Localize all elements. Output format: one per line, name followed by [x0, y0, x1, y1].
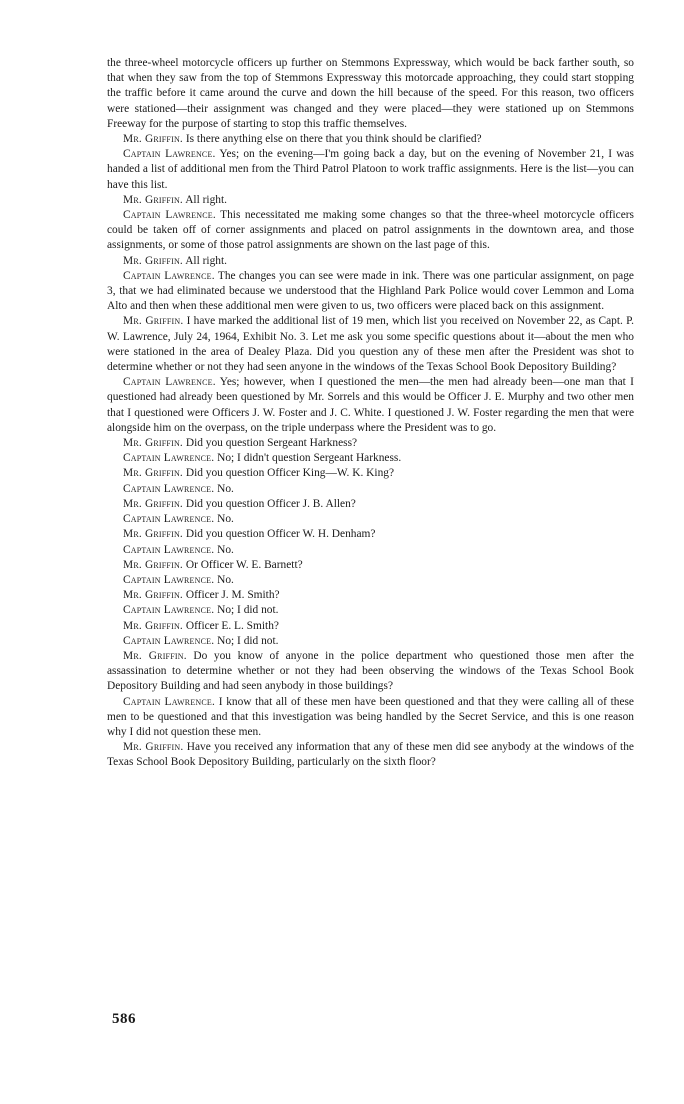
transcript-paragraph [107, 451, 634, 466]
transcript-paragraph [107, 208, 634, 254]
speaker-name: Mr. Griffin. [123, 589, 183, 602]
transcript-paragraph [107, 603, 634, 618]
paragraph-text: No. [217, 513, 234, 526]
paragraph-text: Do you know of anyone in the police department who questioned those men after the assassination to determine whether or not they had been observing the windows of the Texas School Book Depository Building and had seen anybody in those buildings? [107, 649, 634, 693]
paragraph-text: The changes you can see were made in ink. There was one particular assignment, on page 3, that we had eliminated because we understood that the Highland Park Police would cover Lemmon and Loma Alto and then when these additional men were given to us, two officers were placed back on this assignment. [107, 269, 634, 313]
transcript-paragraph [107, 740, 634, 770]
speaker-name: Mr. Griffin. [123, 467, 183, 480]
transcript-paragraph [107, 466, 634, 481]
paragraph-text: Did you question Officer W. H. Denham? [185, 528, 376, 541]
speaker-name: Mr. Griffin. [123, 315, 184, 328]
paragraph-text: I have marked the additional list of 19 men, which list you received on November 22, as Capt. P. W. Lawrence, July 24, 1964, Exhibit No. 3. Let me ask you some specific questions about it—about the men who were stationed in the area of Dealey Plaza. Did you question any of these men after the President was shot to determine whether or not they had seen anyone in the windows of the Texas School Book Depository Building? [107, 315, 634, 374]
speaker-name: Mr. Griffin. [123, 437, 183, 450]
paragraph-text: No. [217, 543, 234, 556]
paragraph-text: Or Officer W. E. Barnett? [185, 558, 303, 571]
speaker-name: Captain Lawrence. [123, 269, 215, 282]
transcript-paragraph [107, 573, 634, 588]
paragraph-text: Did you question Sergeant Harkness? [185, 437, 358, 450]
paragraph-text: No; I did not. [217, 634, 279, 647]
transcript-paragraph [107, 314, 634, 375]
transcript-paragraph [107, 558, 634, 573]
speaker-name: Captain Lawrence. [123, 573, 215, 586]
paragraph-text: Yes; on the evening—I'm going back a day, but on the evening of November 21, I was handed a list of additional men from the Third Patrol Platoon to work traffic assignments. Here is the list—you can have this list. [107, 148, 634, 191]
paragraph-text: Officer E. L. Smith? [185, 619, 279, 632]
paragraph-text: No; I did not. [217, 604, 279, 617]
speaker-name: Captain Lawrence. [123, 634, 215, 647]
speaker-name: Captain Lawrence. [123, 513, 215, 526]
paragraph-text: No. [217, 573, 234, 586]
transcript-paragraph [107, 695, 634, 741]
transcript-paragraph [107, 634, 634, 649]
speaker-name: Mr. Griffin. [123, 528, 183, 541]
transcript-paragraph [107, 436, 634, 451]
transcript-paragraph [107, 619, 634, 634]
paragraph-text: No. [217, 482, 234, 495]
speaker-name: Captain Lawrence. [123, 209, 216, 222]
page-number: 586 [112, 1011, 136, 1027]
speaker-name: Mr. Griffin. [123, 133, 183, 146]
speaker-name: Mr. Griffin. [123, 193, 183, 206]
speaker-name: Mr. Griffin. [123, 497, 183, 510]
speaker-name: Captain Lawrence. [123, 695, 216, 708]
transcript-paragraph [107, 375, 634, 436]
paragraph-text: No; I didn't question Sergeant Harkness. [217, 452, 402, 465]
transcript-paragraph [107, 527, 634, 542]
paragraph-text: Is there anything else on there that you think should be clarified? [185, 133, 482, 146]
speaker-name: Captain Lawrence. [123, 604, 215, 617]
transcript-paragraph [107, 497, 634, 512]
paragraph-text: I know that all of these men have been questioned and that they were calling all of these men to be questioned and that this investigation was being handled by the Secret Service, and this is one reason why I did not question these men. [107, 695, 634, 738]
paragraph-text: All right. [185, 254, 227, 267]
speaker-name: Mr. Griffin. [123, 254, 183, 267]
speaker-name: Mr. Griffin. [123, 619, 183, 632]
transcript-paragraph [107, 649, 634, 695]
speaker-name: Captain Lawrence. [123, 148, 216, 161]
paragraph-text: Yes; however, when I questioned the men—the men had already been—one man that I questioned had already been questioned by Mr. Sorrels and this would be Officer J. E. Murphy and two other men that I questioned were Officers J. W. Foster and J. C. White. I questioned J. W. Foster regarding the men that were alongside him on the overpass, on the triple underpass where the President was to go. [107, 376, 634, 434]
transcript-body [107, 56, 634, 771]
transcript-paragraph [107, 543, 634, 558]
paragraph-text: Did you question Officer King—W. K. King? [185, 467, 395, 480]
transcript-paragraph [107, 482, 634, 497]
speaker-name: Captain Lawrence. [123, 543, 215, 556]
speaker-name: Captain Lawrence. [123, 452, 215, 465]
speaker-name: Mr. Griffin. [123, 558, 183, 571]
transcript-paragraph [107, 56, 634, 132]
transcript-paragraph [107, 132, 634, 147]
paragraph-text: the three-wheel motorcycle officers up further on Stemmons Expressway, which would be back farther south, so that when they saw from the top of Stemmons Expressway this motorcade approaching, they could start stopping the traffic before it came around the curve and down the hill because of the speed. For this reason, two officers were stationed—their assignment was changed and they were placed—they were stationed up on Stemmons Freeway for the purpose of starting to stop this traffic themselves. [107, 57, 634, 130]
speaker-name: Captain Lawrence. [123, 376, 216, 389]
transcript-paragraph [107, 269, 634, 315]
paragraph-text: Have you received any information that any of these men did see anybody at the windows of the Texas School Book Depository Building, particularly on the sixth floor? [107, 741, 634, 769]
paragraph-text: Did you question Officer J. B. Allen? [185, 497, 356, 510]
paragraph-text: This necessitated me making some changes so that the three-wheel motorcycle officers could be taken off of corner assignments and placed on patrol assignments in the downtown area, and those assignments, or some of those patrol assignments are shown on the last page of this. [107, 209, 634, 252]
speaker-name: Mr. Griffin. [123, 741, 184, 754]
transcript-paragraph [107, 193, 634, 208]
transcript-paragraph [107, 588, 634, 603]
transcript-paragraph [107, 147, 634, 193]
transcript-paragraph [107, 254, 634, 269]
speaker-name: Captain Lawrence. [123, 482, 215, 495]
paragraph-text: Officer J. M. Smith? [185, 589, 280, 602]
speaker-name: Mr. Griffin. [123, 649, 187, 662]
transcript-paragraph [107, 512, 634, 527]
paragraph-text: All right. [185, 193, 227, 206]
